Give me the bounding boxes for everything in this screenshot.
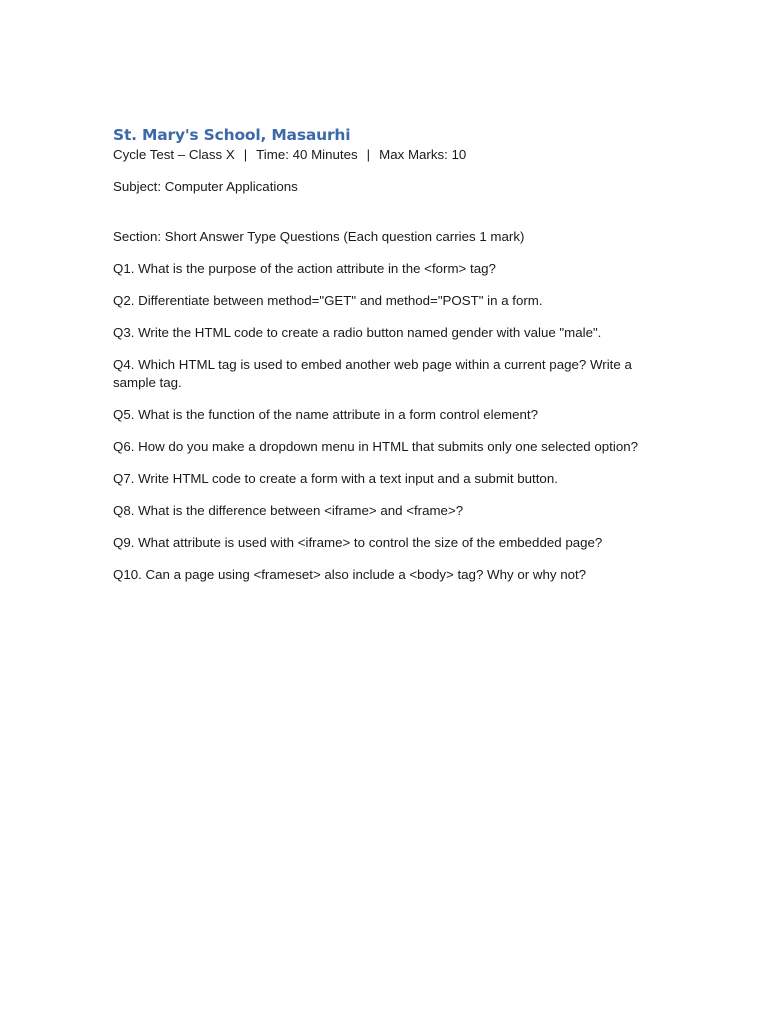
question-item: Q8. What is the difference between <iframe> and <frame>?: [113, 503, 464, 518]
question-item: Q4. Which HTML tag is used to embed another web page within a current page? Write a sample tag.: [113, 357, 632, 390]
subject-line: Subject: Computer Applications: [113, 179, 298, 194]
question-item: Q2. Differentiate between method="GET" and method="POST" in a form.: [113, 293, 543, 308]
test-name: Cycle Test – Class X: [113, 147, 235, 162]
question-item: Q5. What is the function of the name attribute in a form control element?: [113, 407, 538, 422]
document-page: [113, 124, 658, 598]
question-item: Q9. What attribute is used with <iframe> to control the size of the embedded page?: [113, 535, 603, 550]
question-list: [113, 260, 658, 584]
separator: |: [243, 147, 248, 162]
question-item: Q3. Write the HTML code to create a radio button named gender with value "male".: [113, 325, 602, 340]
test-info-line: [113, 146, 658, 164]
school-title: St. Mary's School, Masaurhi: [113, 126, 351, 144]
test-time: Time: 40 Minutes: [256, 147, 358, 162]
question-item: Q10. Can a page using <frameset> also include a <body> tag? Why or why not?: [113, 567, 587, 582]
question-item: Q1. What is the purpose of the action attribute in the <form> tag?: [113, 261, 496, 276]
separator: |: [366, 147, 371, 162]
question-item: Q6. How do you make a dropdown menu in HTML that submits only one selected option?: [113, 439, 639, 454]
section-heading: Section: Short Answer Type Questions (Each question carries 1 mark): [113, 229, 525, 244]
question-item: Q7. Write HTML code to create a form with a text input and a submit button.: [113, 471, 558, 486]
max-marks: Max Marks: 10: [379, 147, 467, 162]
